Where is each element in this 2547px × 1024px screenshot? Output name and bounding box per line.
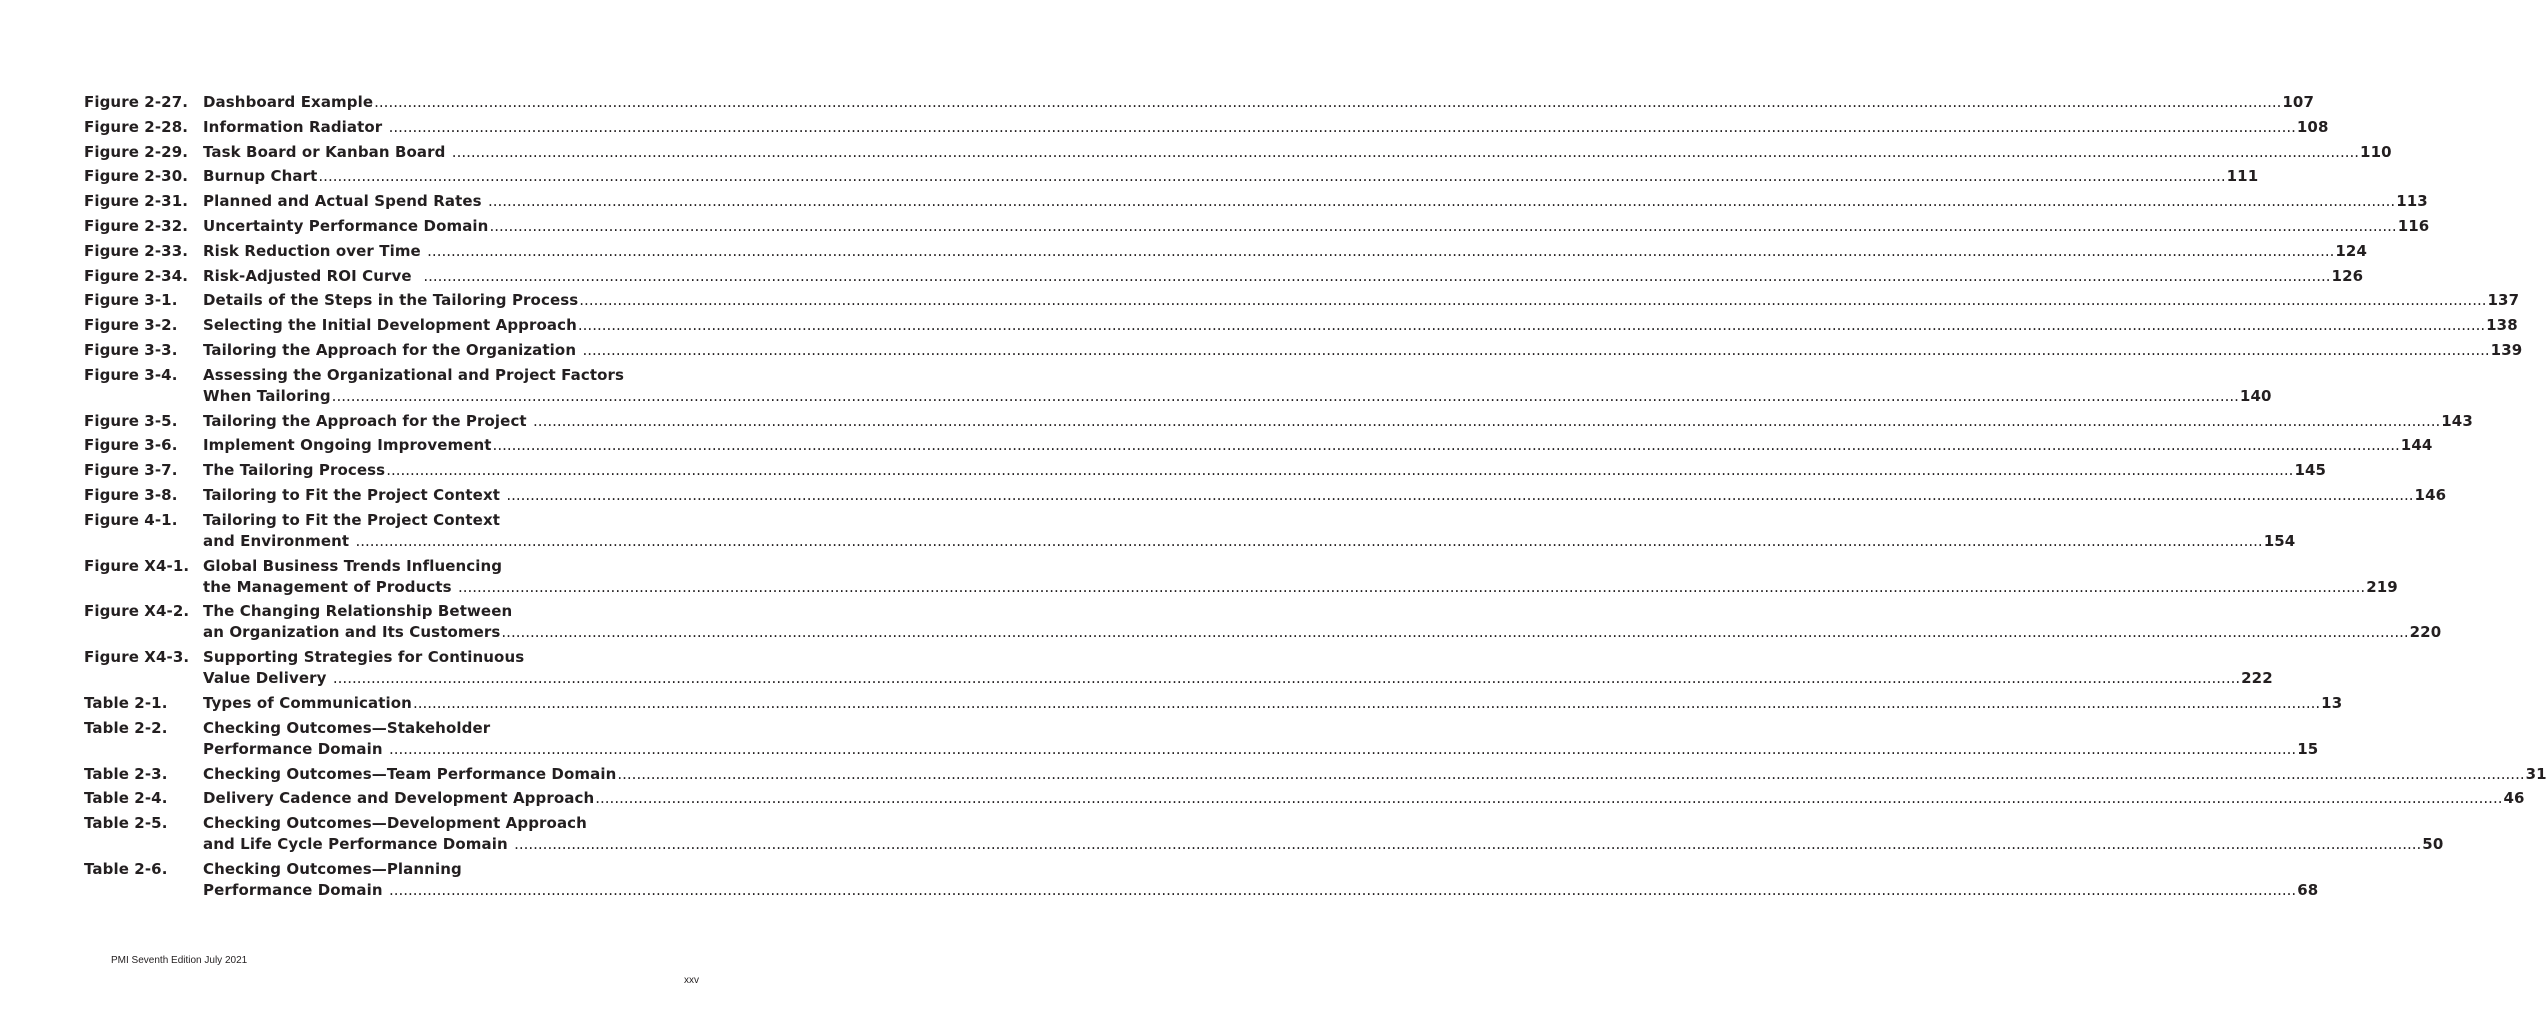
entry-title-line: The Changing Relationship Between [203, 602, 513, 621]
entry-title [203, 340, 2523, 361]
entry-title [203, 435, 2433, 456]
entry-page-number: 144 [2400, 436, 2433, 455]
entry-title [203, 601, 2442, 643]
toc-entry[interactable] [84, 601, 2442, 643]
toc-entry[interactable] [84, 117, 2329, 138]
entry-title [203, 241, 2368, 262]
dot-leader: ................................................................................................................................................................................................................................................................................................................................................................................................................ [617, 764, 2525, 783]
toc-entry[interactable] [84, 340, 2523, 361]
entry-title-last-line [203, 485, 2447, 506]
entry-title-text: Planned and Actual Spend Rates [203, 192, 487, 211]
entry-title-last-line [203, 739, 2319, 760]
entry-title-text: Performance Domain [203, 739, 388, 758]
toc-entry[interactable] [84, 142, 2392, 163]
entry-title-text: Value Delivery [203, 669, 332, 688]
toc-entry[interactable] [84, 764, 2547, 785]
toc-entry[interactable] [84, 460, 2327, 481]
toc-entry[interactable] [84, 92, 2314, 113]
dot-leader: ................................................................................................................................................................................................................................................................................................................................................................................................................ [355, 531, 2263, 550]
dot-leader: ................................................................................................................................................................................................................................................................................................................................................................................................................ [489, 216, 2397, 235]
page-number: xxv [684, 975, 699, 986]
entry-label: Figure 2-30. [84, 167, 189, 186]
entry-title [203, 315, 2518, 336]
entry-label: Figure X4-2. [84, 602, 190, 621]
entry-title-line: Checking Outcomes—Development Approach [203, 814, 587, 833]
entry-title-last-line [203, 241, 2368, 262]
toc-entry[interactable] [84, 191, 2428, 212]
entry-title [203, 92, 2314, 113]
entry-page-number: 143 [2441, 411, 2473, 430]
entry-title [203, 460, 2327, 481]
entry-page-number: 124 [2335, 241, 2368, 260]
toc-entry[interactable] [84, 290, 2520, 311]
entry-page-number: 13 [2321, 693, 2343, 712]
entry-title [203, 718, 2319, 760]
toc-entry[interactable] [84, 647, 2273, 689]
toc-entry[interactable] [84, 435, 2433, 456]
toc-entry[interactable] [84, 718, 2319, 760]
entry-title [203, 142, 2392, 163]
entry-title [203, 166, 2259, 187]
entry-page-number: 145 [2294, 461, 2327, 480]
entry-title [203, 290, 2520, 311]
entry-title-text: Tailoring the Approach for the Project [203, 411, 533, 430]
dot-leader: ................................................................................................................................................................................................................................................................................................................................................................................................................ [595, 789, 2503, 808]
dot-leader: ................................................................................................................................................................................................................................................................................................................................................................................................................ [331, 386, 2239, 405]
toc-entry[interactable] [84, 693, 2343, 714]
entry-title-last-line [203, 216, 2430, 237]
dot-leader: ................................................................................................................................................................................................................................................................................................................................................................................................................ [457, 577, 2366, 596]
entry-title-text: Selecting the Initial Development Approach [203, 316, 577, 335]
entry-page-number: 111 [2226, 167, 2259, 186]
dot-leader: ................................................................................................................................................................................................................................................................................................................................................................................................................ [582, 340, 2490, 359]
entry-label: Figure 3-7. [84, 461, 178, 480]
entry-title-last-line [203, 411, 2473, 432]
entry-title-last-line [203, 622, 2442, 643]
entry-label: Figure 3-4. [84, 365, 178, 384]
toc-entry[interactable] [84, 266, 2364, 287]
dot-leader: ................................................................................................................................................................................................................................................................................................................................................................................................................ [579, 291, 2487, 310]
entry-title-text: and Environment [203, 531, 355, 550]
entry-title [203, 788, 2525, 809]
entry-title-text: Checking Outcomes—Team Performance Domain [203, 764, 617, 783]
entry-title-text: When Tailoring [203, 386, 331, 405]
entry-label: Figure 3-6. [84, 436, 178, 455]
entry-title-text: Types of Communication [203, 693, 412, 712]
entry-label: Figure 2-28. [84, 117, 189, 136]
dot-leader: ................................................................................................................................................................................................................................................................................................................................................................................................................ [492, 436, 2400, 455]
toc-entry[interactable] [84, 788, 2525, 809]
dot-leader: ................................................................................................................................................................................................................................................................................................................................................................................................................ [388, 880, 2297, 899]
entry-title-last-line [203, 880, 2319, 901]
entry-title-last-line [203, 764, 2547, 785]
entry-title-last-line [203, 386, 2272, 407]
entry-label: Figure 3-5. [84, 411, 178, 430]
entry-title-last-line [203, 191, 2428, 212]
entry-title-line: Tailoring to Fit the Project Context [203, 510, 500, 529]
entry-title-text: Implement Ongoing Improvement [203, 436, 492, 455]
entry-title-last-line [203, 266, 2364, 287]
entry-title-last-line [203, 435, 2433, 456]
entry-page-number: 138 [2486, 316, 2518, 335]
toc-entry[interactable] [84, 315, 2518, 336]
entry-title-last-line [203, 788, 2525, 809]
list-of-figures-and-tables [84, 92, 2547, 905]
dot-leader: ................................................................................................................................................................................................................................................................................................................................................................................................................ [577, 316, 2486, 335]
entry-label: Table 2-1. [84, 693, 168, 712]
entry-page-number: 110 [2360, 142, 2392, 161]
dot-leader: ................................................................................................................................................................................................................................................................................................................................................................................................................ [514, 835, 2422, 854]
entry-page-number: 140 [2239, 386, 2272, 405]
entry-title-text: an Organization and Its Customers [203, 623, 501, 642]
entry-title-last-line [203, 693, 2343, 714]
dot-leader: ................................................................................................................................................................................................................................................................................................................................................................................................................ [501, 623, 2409, 642]
entry-title-last-line [203, 668, 2273, 689]
entry-title-line: Assessing the Organizational and Project Factors [203, 365, 625, 384]
dot-leader: ................................................................................................................................................................................................................................................................................................................................................................................................................ [506, 485, 2414, 504]
entry-title [203, 485, 2447, 506]
dot-leader: ................................................................................................................................................................................................................................................................................................................................................................................................................ [423, 266, 2331, 285]
entry-label: Table 2-6. [84, 859, 168, 878]
edition-footer: PMI Seventh Edition July 2021 [111, 955, 248, 966]
dot-leader: ................................................................................................................................................................................................................................................................................................................................................................................................................ [487, 192, 2396, 211]
entry-title-last-line [203, 834, 2444, 855]
entry-page-number: 113 [2396, 192, 2428, 211]
toc-entry[interactable] [84, 241, 2368, 262]
entry-label: Figure 2-29. [84, 142, 189, 161]
entry-page-number: 68 [2297, 880, 2319, 899]
entry-title [203, 191, 2428, 212]
dot-leader: ................................................................................................................................................................................................................................................................................................................................................................................................................ [533, 411, 2441, 430]
entry-title-last-line [203, 531, 2296, 552]
entry-label: Table 2-2. [84, 718, 168, 737]
entry-label: Figure X4-1. [84, 556, 190, 575]
entry-label: Figure 3-2. [84, 316, 178, 335]
entry-label: Table 2-4. [84, 789, 168, 808]
entry-label: Figure 4-1. [84, 510, 178, 529]
entry-page-number: 220 [2409, 623, 2442, 642]
toc-entry[interactable] [84, 411, 2473, 432]
entry-title-last-line [203, 460, 2327, 481]
entry-title [203, 693, 2343, 714]
entry-title-text: Tailoring to Fit the Project Context [203, 485, 506, 504]
entry-title-last-line [203, 166, 2259, 187]
entry-title-line: Supporting Strategies for Continuous [203, 648, 525, 667]
entry-page-number: 31 [2525, 764, 2547, 783]
entry-label: Figure 3-8. [84, 485, 178, 504]
entry-title [203, 813, 2444, 855]
dot-leader: ................................................................................................................................................................................................................................................................................................................................................................................................................ [451, 142, 2360, 161]
entry-page-number: 154 [2263, 531, 2296, 550]
entry-title-last-line [203, 290, 2520, 311]
entry-title-text: and Life Cycle Performance Domain [203, 835, 514, 854]
entry-title-text: Dashboard Example [203, 93, 374, 111]
entry-title-last-line [203, 92, 2314, 113]
toc-entry[interactable] [84, 365, 2272, 407]
toc-entry[interactable] [84, 216, 2430, 237]
entry-title-line: Checking Outcomes—Planning [203, 859, 462, 878]
toc-entry[interactable] [84, 556, 2398, 598]
dot-leader: ................................................................................................................................................................................................................................................................................................................................................................................................................ [427, 241, 2335, 260]
entry-label: Figure 2-27. [84, 93, 189, 111]
entry-page-number: 137 [2487, 291, 2520, 310]
entry-title [203, 266, 2364, 287]
entry-page-number: 146 [2414, 485, 2447, 504]
entry-label: Figure 3-1. [84, 291, 178, 310]
entry-title [203, 365, 2272, 407]
entry-title-line: Checking Outcomes—Stakeholder [203, 718, 491, 737]
entry-title [203, 859, 2319, 901]
dot-leader: ................................................................................................................................................................................................................................................................................................................................................................................................................ [388, 739, 2297, 758]
entry-title-last-line [203, 577, 2398, 598]
entry-page-number: 46 [2503, 789, 2525, 808]
entry-label: Figure X4-3. [84, 648, 190, 667]
entry-title-text: the Management of Products [203, 577, 457, 596]
entry-page-number: 108 [2296, 117, 2329, 136]
entry-label: Figure 3-3. [84, 340, 178, 359]
dot-leader: ................................................................................................................................................................................................................................................................................................................................................................................................................ [318, 167, 2226, 186]
entry-page-number: 222 [2241, 669, 2273, 688]
dot-leader: ................................................................................................................................................................................................................................................................................................................................................................................................................ [374, 93, 2282, 111]
entry-label: Table 2-3. [84, 764, 168, 783]
entry-page-number: 126 [2331, 266, 2364, 285]
entry-title-text: Delivery Cadence and Development Approach [203, 789, 595, 808]
toc-entry[interactable] [84, 813, 2444, 855]
entry-page-number: 139 [2490, 340, 2523, 359]
toc-entry[interactable] [84, 510, 2296, 552]
entry-page-number: 219 [2366, 577, 2398, 596]
entry-title-text: Tailoring the Approach for the Organization [203, 340, 582, 359]
dot-leader: ................................................................................................................................................................................................................................................................................................................................................................................................................ [388, 117, 2296, 136]
entry-title-last-line [203, 117, 2329, 138]
entry-label: Figure 2-34. [84, 266, 189, 285]
dot-leader: ................................................................................................................................................................................................................................................................................................................................................................................................................ [386, 461, 2294, 480]
entry-title-last-line [203, 340, 2523, 361]
entry-title [203, 411, 2473, 432]
entry-title-text: Burnup Chart [203, 167, 318, 186]
entry-title [203, 510, 2296, 552]
entry-title-text: Task Board or Kanban Board [203, 142, 451, 161]
entry-title-text: Risk-Adjusted ROI Curve [203, 266, 423, 285]
entry-title [203, 556, 2398, 598]
entry-title [203, 216, 2430, 237]
entry-title-last-line [203, 142, 2392, 163]
entry-page-number: 107 [2282, 93, 2314, 111]
entry-title-text: The Tailoring Process [203, 461, 386, 480]
toc-entry[interactable] [84, 166, 2259, 187]
entry-label: Figure 2-33. [84, 241, 189, 260]
entry-title-text: Details of the Steps in the Tailoring Process [203, 291, 579, 310]
dot-leader: ................................................................................................................................................................................................................................................................................................................................................................................................................ [412, 693, 2321, 712]
entry-label: Figure 2-32. [84, 216, 189, 235]
entry-title [203, 117, 2329, 138]
entry-page-number: 15 [2297, 739, 2319, 758]
entry-page-number: 50 [2422, 835, 2444, 854]
entry-title-text: Information Radiator [203, 117, 388, 136]
entry-title-last-line [203, 315, 2518, 336]
entry-label: Figure 2-31. [84, 192, 189, 211]
toc-entry[interactable] [84, 485, 2447, 506]
entry-title [203, 764, 2547, 785]
dot-leader: ................................................................................................................................................................................................................................................................................................................................................................................................................ [332, 669, 2241, 688]
toc-entry[interactable] [84, 859, 2319, 901]
entry-label: Table 2-5. [84, 814, 168, 833]
entry-title [203, 647, 2273, 689]
entry-title-text: Uncertainty Performance Domain [203, 216, 489, 235]
entry-title-text: Risk Reduction over Time [203, 241, 427, 260]
entry-title-line: Global Business Trends Influencing [203, 556, 503, 575]
entry-title-text: Performance Domain [203, 880, 388, 899]
entry-page-number: 116 [2397, 216, 2430, 235]
